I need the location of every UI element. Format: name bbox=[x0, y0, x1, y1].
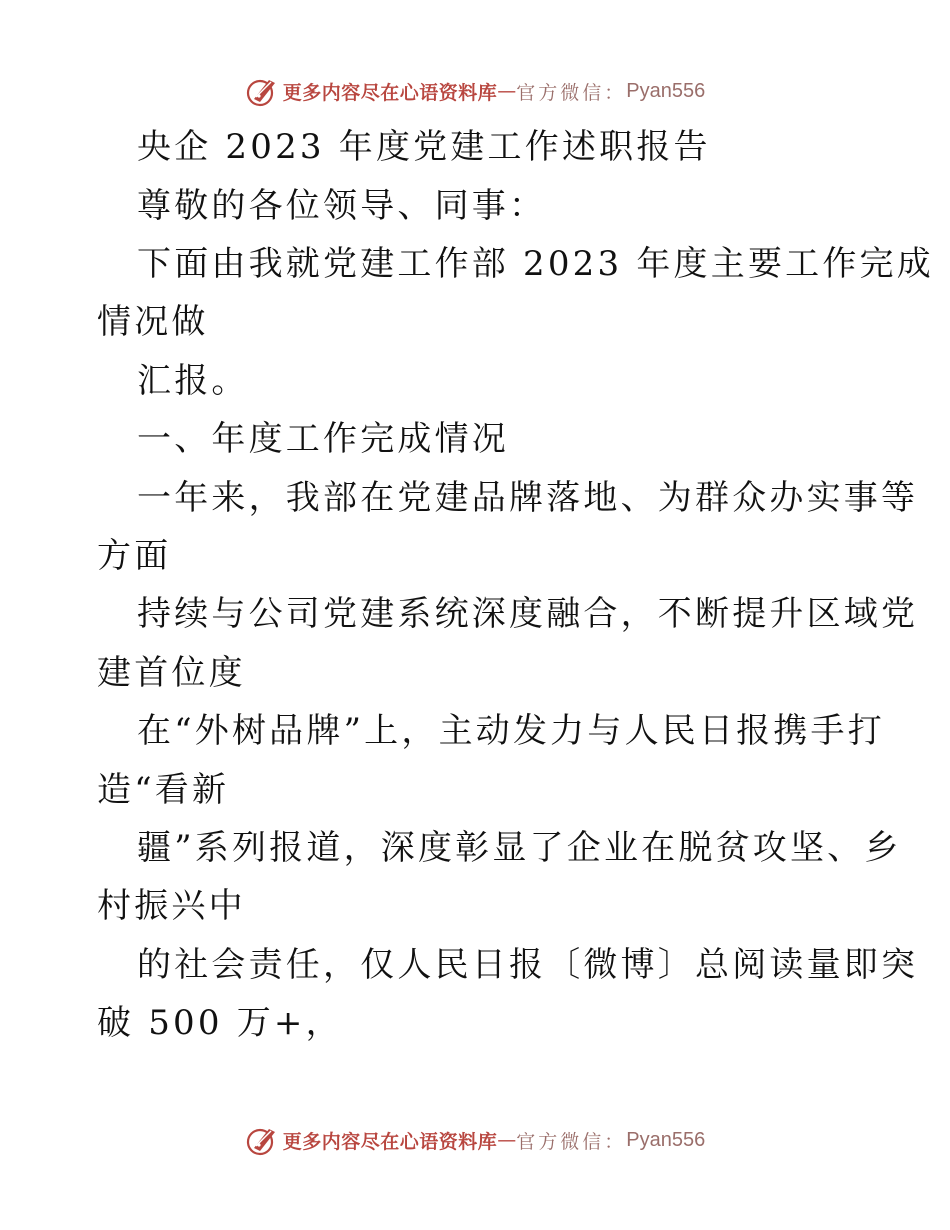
paragraph-line: 汇报。 bbox=[137, 361, 249, 401]
paragraph-line: 疆”系列报道，深度彰显了企业在脱贫攻坚、乡 bbox=[137, 828, 902, 868]
banner-library-text: 更多内容尽在心语资料库 bbox=[282, 1130, 498, 1153]
pen-nib-logo-icon bbox=[245, 1123, 279, 1157]
paragraph-line: 造“看新 bbox=[97, 770, 230, 810]
paragraph-line: 方面 bbox=[97, 536, 172, 576]
paragraph-line: 持续与公司党建系统深度融合，不断提升区域党 bbox=[137, 594, 919, 634]
banner-wechat-label: 官方微信： bbox=[516, 1130, 627, 1153]
header-banner bbox=[0, 71, 950, 111]
footer-banner bbox=[0, 1120, 950, 1160]
paragraph-line: 村振兴中 bbox=[97, 886, 246, 926]
paragraph-line: 建首位度 bbox=[97, 653, 246, 693]
paragraph-line: 情况做 bbox=[97, 302, 209, 342]
paragraph-line: 下面由我就党建工作部 2023 年度主要工作完成 bbox=[137, 244, 934, 284]
document-title: 央企 2023 年度党建工作述职报告 bbox=[137, 127, 711, 167]
paragraph-line: 的社会责任，仅人民日报〔微博〕总阅读量即突 bbox=[137, 945, 919, 985]
section-heading: 一、年度工作完成情况 bbox=[137, 419, 509, 459]
banner-wechat-id: Pyan556 bbox=[626, 1128, 706, 1151]
paragraph-line: 在“外树品牌”上，主动发力与人民日报携手打 bbox=[137, 711, 885, 751]
banner-dash: — bbox=[497, 1129, 517, 1151]
banner-dash: — bbox=[497, 80, 517, 102]
banner-wechat-label: 官方微信： bbox=[516, 81, 627, 104]
paragraph-line: 一年来，我部在党建品牌落地、为群众办实事等 bbox=[137, 478, 919, 518]
banner-library-text: 更多内容尽在心语资料库 bbox=[282, 81, 498, 104]
paragraph-line: 破 500 万+， bbox=[97, 1003, 343, 1043]
banner-wechat-id: Pyan556 bbox=[626, 79, 706, 102]
pen-nib-logo-icon bbox=[245, 74, 279, 108]
salutation: 尊敬的各位领导、同事： bbox=[137, 186, 547, 226]
